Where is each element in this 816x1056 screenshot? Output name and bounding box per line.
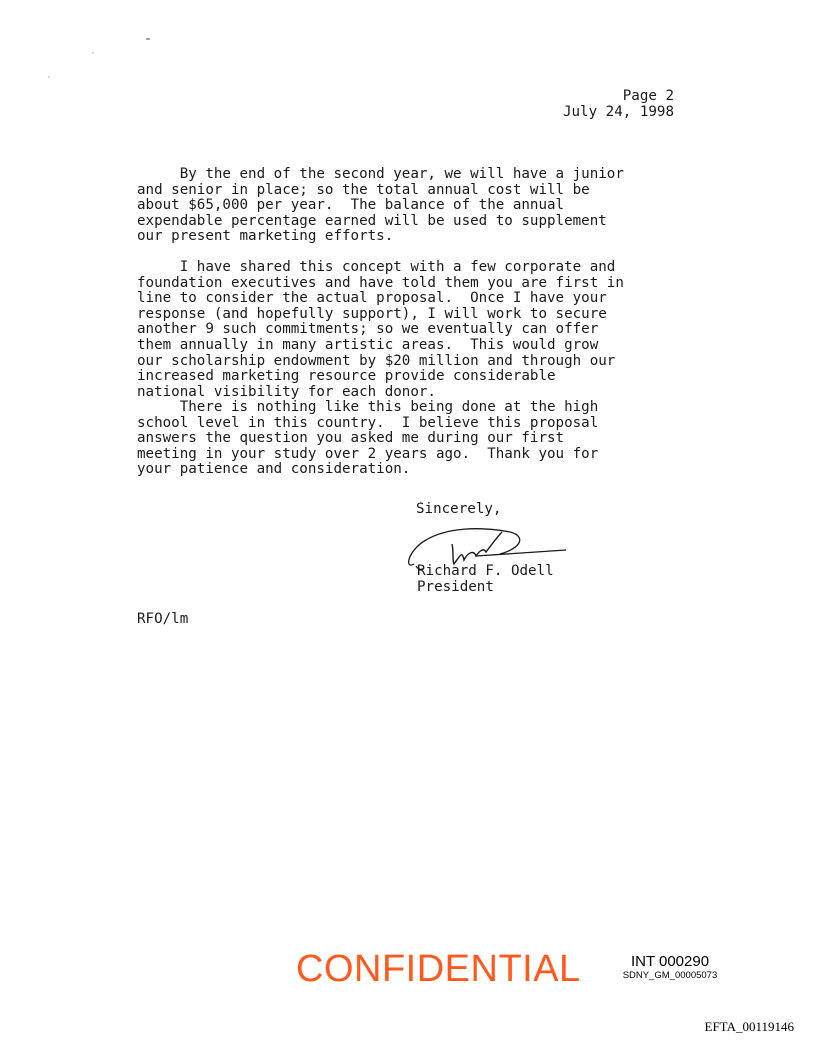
paragraph-line: expendable percentage earned will be used to supplement [137, 212, 607, 229]
paragraph-1 [137, 167, 697, 245]
page-label: Page 2 [622, 88, 674, 104]
salutation: Sincerely, [416, 501, 502, 517]
paragraph-line: I have shared this concept with a few corporate and [137, 259, 616, 275]
scan-speck [92, 52, 94, 54]
scan-speck [146, 38, 150, 40]
letter-header [563, 89, 674, 120]
signatory-title: President [417, 578, 494, 595]
paragraph-line: our present marketing efforts. [137, 228, 394, 245]
paragraph-2 [137, 260, 697, 400]
paragraph-line: and senior in place; so the total annual cost will be [137, 181, 590, 198]
paragraph-line: answers the question you asked me during our first [137, 430, 565, 447]
paragraph-line: By the end of the second year, we will have a junior [137, 166, 624, 182]
paragraph-line: our scholarship endowment by $20 million and through our [137, 352, 616, 369]
paragraph-line: another 9 such commitments; so we eventually can offer [137, 321, 599, 338]
paragraph-line: foundation executives and have told them you are first in [137, 274, 624, 291]
confidential-stamp: CONFIDENTIAL [296, 948, 581, 990]
signatory-name: Richard F. Odell [417, 563, 554, 579]
paragraph-line: meeting in your study over 2 years ago. Thank you for [137, 445, 599, 462]
paragraph-line: school level in this country. I believe this proposal [137, 414, 599, 431]
paragraph-line: There is nothing like this being done at the high [137, 399, 599, 415]
efta-number: EFTA_00119146 [704, 1019, 794, 1034]
paragraph-line: response (and hopefully support), I will work to secure [137, 305, 607, 322]
bates-sdny-number: SDNY_GM_00005073 [622, 970, 718, 981]
typist-initials: RFO/lm [137, 611, 189, 627]
closing-block [416, 502, 501, 518]
bates-int-number: INT 000290 [630, 953, 710, 970]
letter-date: July 24, 1998 [562, 103, 674, 120]
paragraph-line: about $65,000 per year. The balance of the annual [137, 197, 565, 214]
paragraph-line: them annually in many artistic areas. This would grow [137, 336, 599, 353]
paragraph-line: increased marketing resource provide considerable [137, 368, 556, 385]
signatory-block [417, 564, 554, 595]
bates-stamp [608, 953, 732, 982]
paragraph-line: your patience and consideration. [137, 461, 411, 478]
paragraph-line: line to consider the actual proposal. Once I have your [137, 290, 607, 307]
paragraph-line: national visibility for each donor. [137, 383, 436, 400]
scan-speck [48, 76, 50, 78]
paragraph-3 [137, 400, 697, 478]
